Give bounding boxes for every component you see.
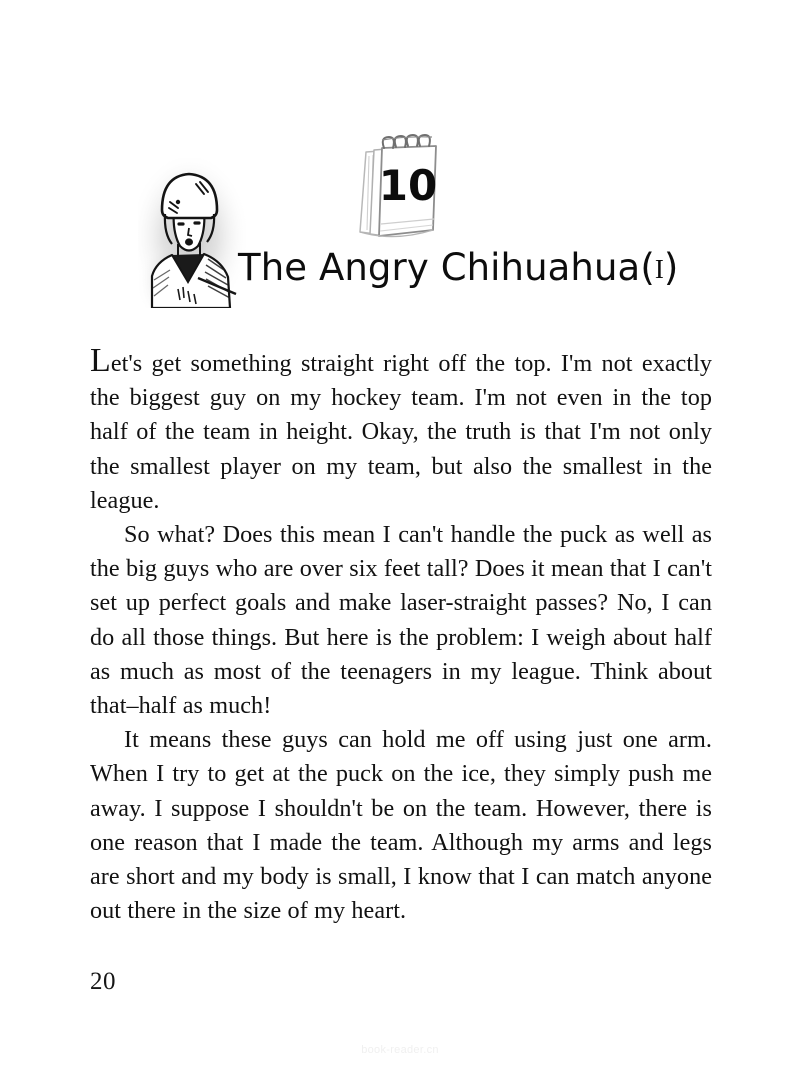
svg-text:10: 10: [378, 161, 438, 210]
chapter-title-text: The Angry Chihuahua: [238, 246, 641, 289]
chapter-title-paren-close: ): [663, 246, 679, 289]
paragraph-1: [90, 344, 712, 518]
paragraph-1-text: et's get something straight right off the top. I'm not exactly the biggest guy on my hockey team. I'm not even in the top half of the team in height. Okay, the truth is that I'm not only the smallest player on my team, but also the smallest in the league.: [90, 350, 712, 514]
watermark: book-reader.cn: [361, 1044, 439, 1056]
calendar-illustration: [348, 132, 454, 250]
chapter-header: [0, 0, 800, 330]
body-text: [90, 344, 712, 928]
chapter-title-numeral: I: [654, 254, 664, 284]
paragraph-2: [90, 518, 712, 723]
paragraph-1-dropcap: L: [90, 342, 111, 379]
page-number: 20: [90, 968, 116, 995]
paragraph-3-text: It means these guys can hold me off using just one arm. When I try to get at the puck on the ice, they simply push me away. I suppose I shouldn't be on the team. However, there is one reason that I made the team. Although my arms and legs are short and my body is small, I know that I can match anyone out there in the size of my heart.: [90, 726, 712, 925]
hockey-player-illustration: [138, 158, 246, 308]
paragraph-3: [90, 723, 712, 928]
chapter-title-paren-open: (: [640, 246, 655, 289]
chapter-title: [238, 246, 758, 289]
paragraph-2-text: So what? Does this mean I can't handle the puck as well as the big guys who are over six feet tall? Does it mean that I can't set up perfect goals and make laser-straight passes? No, I can do all those things. But here is the problem: I weigh about half as much as most of the teenagers in my league. Think about that–half as much!: [90, 521, 712, 720]
